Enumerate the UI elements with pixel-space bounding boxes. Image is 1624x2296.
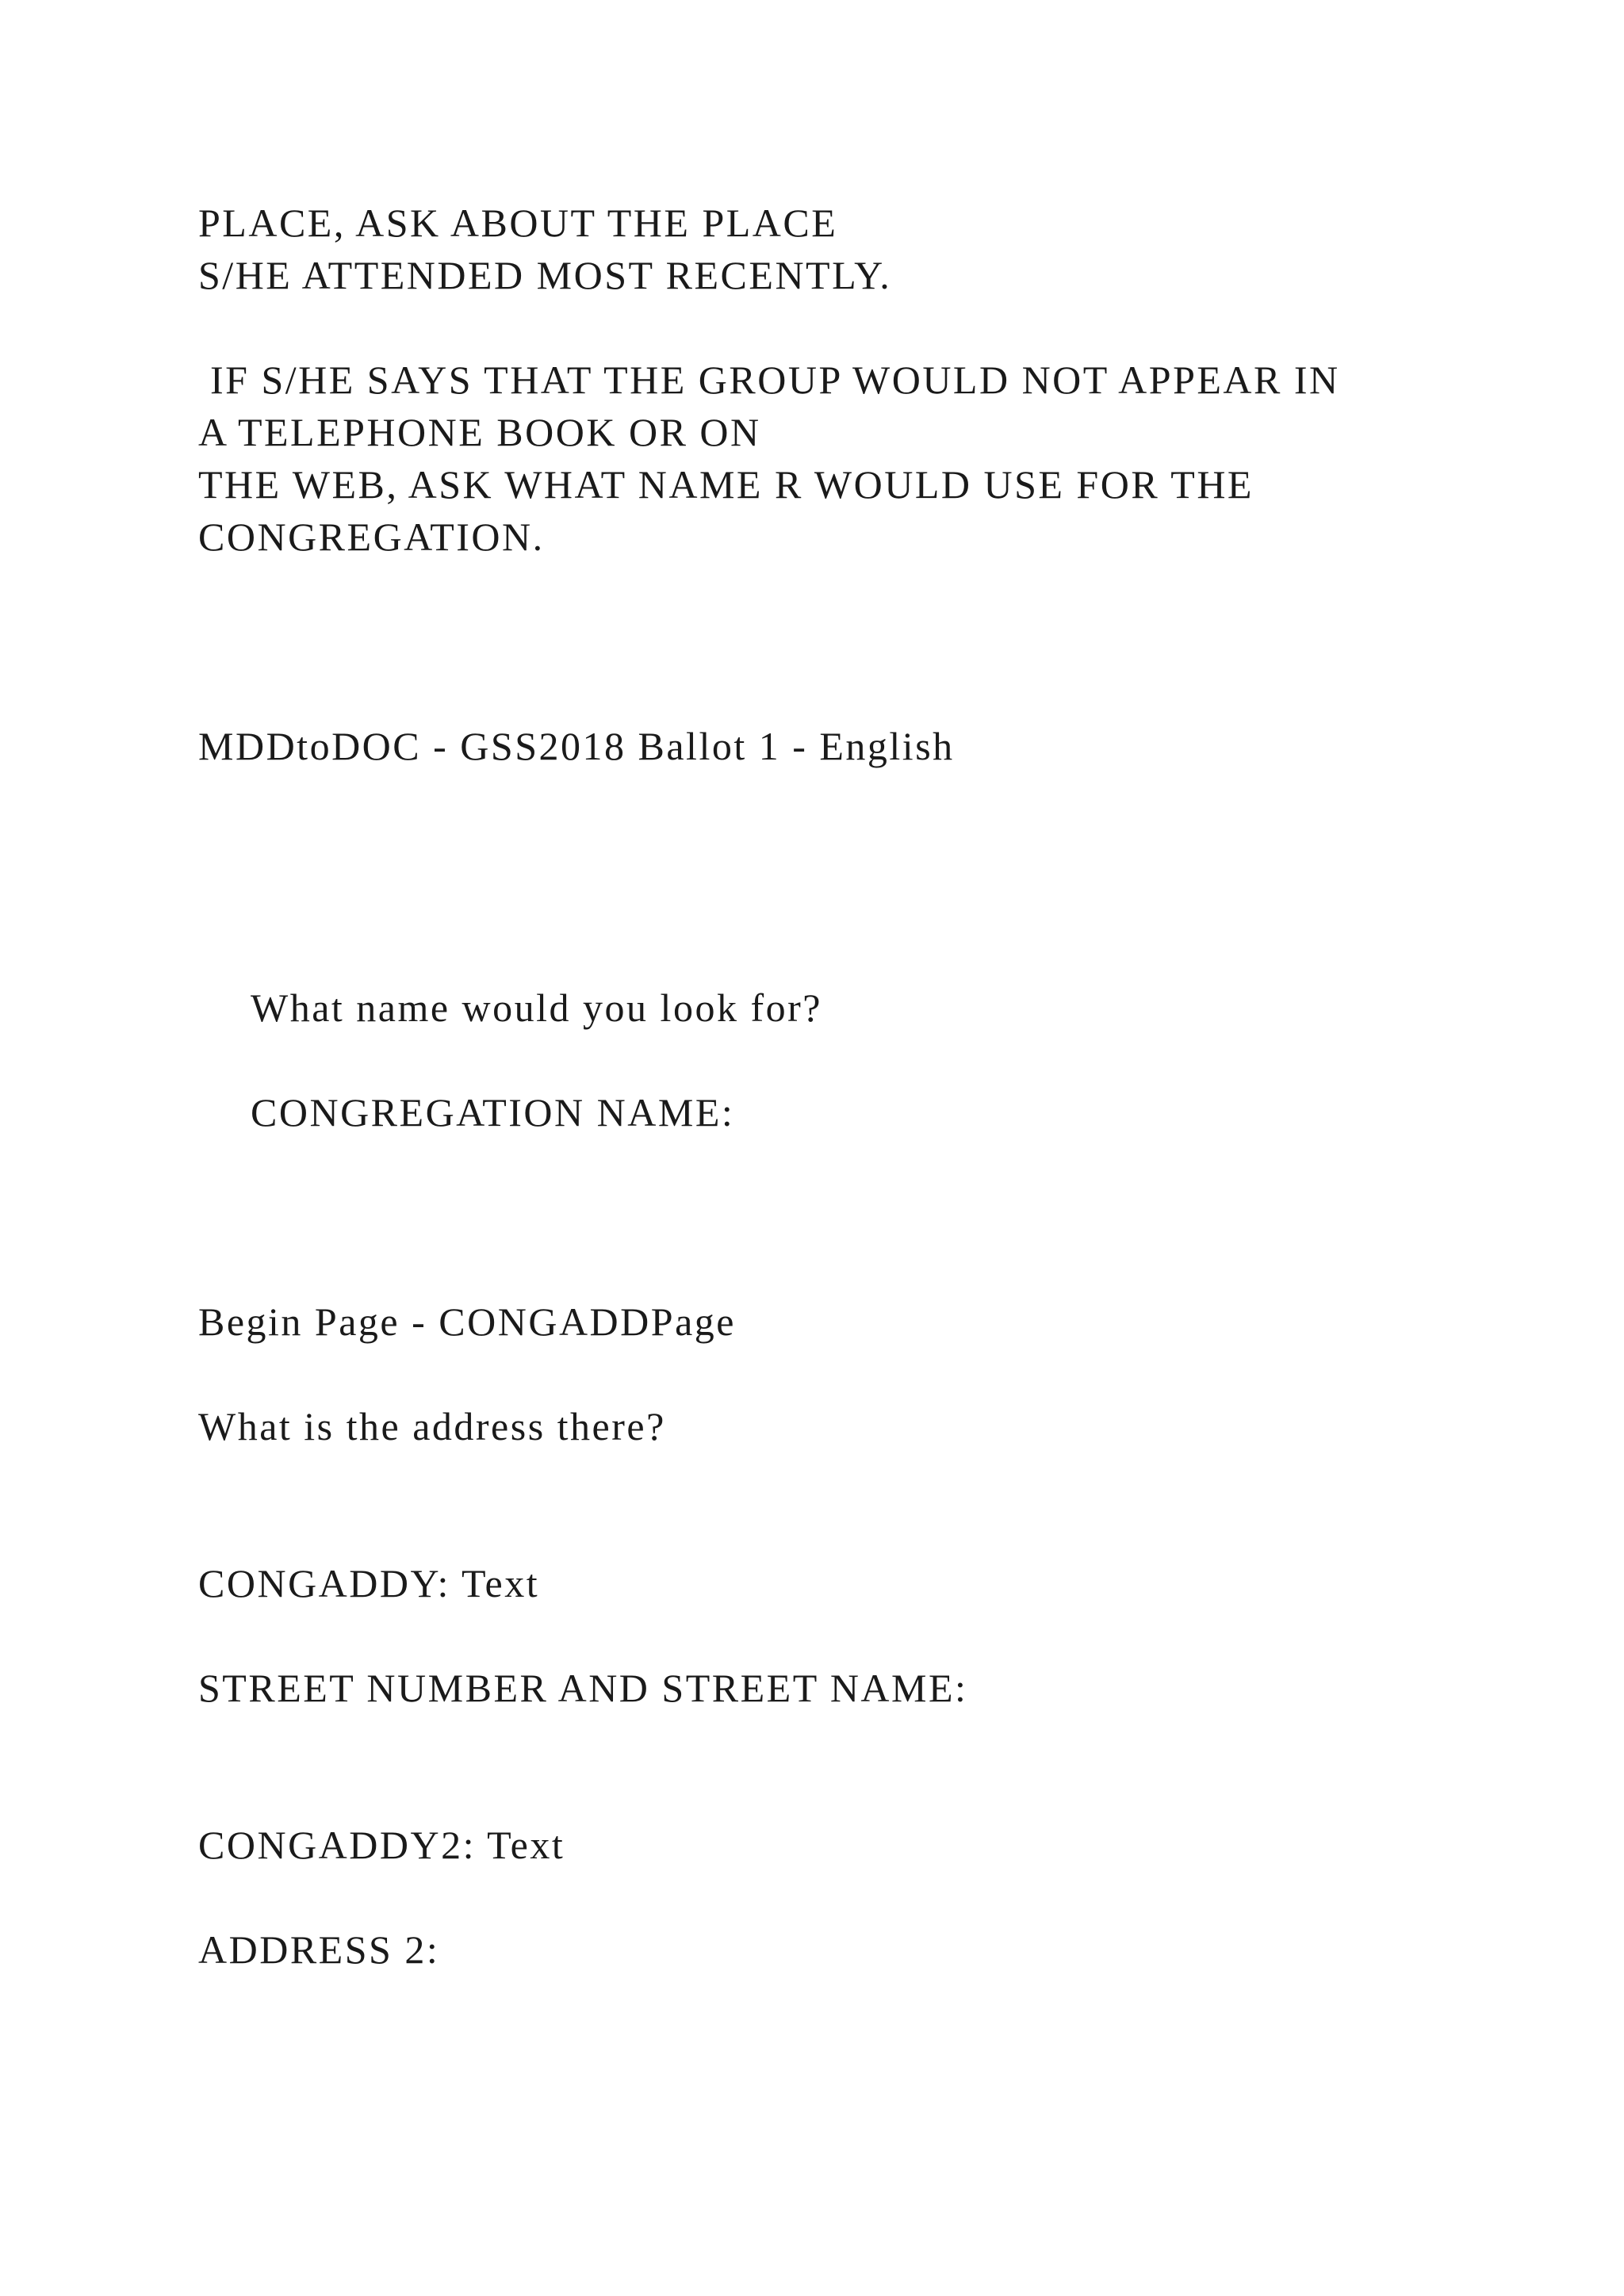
document-footer-label: MDDtoDOC - GSS2018 Ballot 1 - English [198, 724, 955, 768]
instruction-line-2: S/HE ATTENDED MOST RECENTLY. [198, 253, 892, 297]
question-name-text: What name would you look for? [251, 985, 822, 1030]
congregation-name-label: CONGREGATION NAME: [251, 1090, 735, 1135]
instruction-line-1: PLACE, ASK ABOUT THE PLACE [198, 201, 838, 245]
congaddy2-field-label: CONGADDY2: Text [198, 1823, 565, 1867]
address2-label: ADDRESS 2: [198, 1927, 440, 1972]
instruction-line-3: IF S/HE SAYS THAT THE GROUP WOULD NOT APPEAR IN [198, 358, 1340, 402]
begin-page-heading: Begin Page - CONGADDPage [198, 1299, 736, 1344]
instruction-line-5: THE WEB, ASK WHAT NAME R WOULD USE FOR THE [198, 462, 1254, 507]
instruction-line-6: CONGREGATION. [198, 515, 545, 559]
instruction-line-4: A TELEPHONE BOOK OR ON [198, 410, 761, 454]
congaddy-field-label: CONGADDY: Text [198, 1561, 540, 1605]
street-number-label: STREET NUMBER AND STREET NAME: [198, 1666, 968, 1710]
address-question-text: What is the address there? [198, 1404, 666, 1448]
